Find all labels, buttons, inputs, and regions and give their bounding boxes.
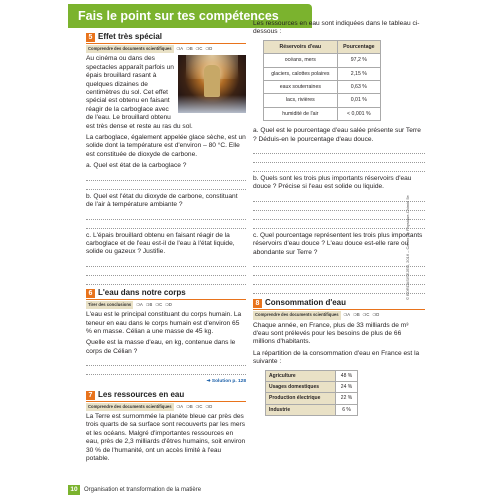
answer-line[interactable] [253, 277, 425, 285]
footer-text: Organisation et transformation de la matière [84, 487, 202, 493]
skill-box-b[interactable]: ❍B [353, 312, 360, 318]
answer-line[interactable] [253, 221, 425, 229]
table-cell: Production électrique [266, 393, 336, 404]
skill-box-d[interactable]: ❍D [205, 403, 213, 409]
table-row [264, 94, 381, 107]
table-cell: Industrie [266, 404, 336, 415]
skill-box-a[interactable]: ❍A [136, 301, 143, 307]
table-row [266, 404, 358, 415]
skill-box-c[interactable]: ❍C [155, 301, 163, 307]
consumption-table [265, 370, 358, 417]
section-title: Consommation d'eau [265, 298, 347, 308]
performer-figure [204, 65, 220, 97]
answer-line[interactable] [86, 173, 246, 181]
table-row [264, 67, 381, 80]
section-5-header [86, 33, 246, 42]
answer-line[interactable] [253, 286, 425, 294]
table-cell: humidité de l'air [264, 107, 338, 120]
table-header: Réservoirs d'eau [264, 40, 338, 53]
skill-box-c[interactable]: ❍C [362, 312, 370, 318]
section-7-header [86, 391, 246, 400]
answer-line[interactable] [253, 146, 425, 154]
table-cell: océans, mers [264, 54, 338, 67]
answer-line[interactable] [86, 259, 246, 267]
table-cell: 0,01 % [337, 94, 380, 107]
table-cell: 0,63 % [337, 81, 380, 94]
skill-row [86, 403, 246, 411]
answer-line[interactable] [86, 221, 246, 229]
table-cell: 2,15 % [337, 67, 380, 80]
answer-line[interactable] [253, 194, 425, 202]
table-cell: 97,2 % [337, 54, 380, 67]
resources-intro: Les ressources en eau sont indiquées dans le tableau ci-dessous : [253, 20, 420, 36]
copyright-credit: © BORDAS/SEJER, 2016 – Cahier de Physique-Chimie 5e [405, 195, 410, 300]
skill-label: Comprendre des documents scientifiques [86, 45, 174, 53]
question-7a: a. Quel est le pourcentage d'eau salée présente sur Terre ? Déduis-en le pourcentage d'eau douce. [253, 127, 421, 143]
section-6-header [86, 289, 246, 298]
left-column [86, 31, 246, 466]
table-row [264, 81, 381, 94]
skill-box-a[interactable]: ❍A [176, 403, 184, 409]
table-row [264, 107, 381, 120]
page-banner: Fais le point sur tes compétences [68, 4, 312, 28]
page-footer [68, 485, 201, 495]
skill-label: Tirer des conclusions [86, 301, 133, 309]
question-5a: a. Quel est état de la carboglace ? [86, 162, 187, 170]
skill-row [253, 311, 425, 319]
table-cell: 22 % [336, 393, 358, 404]
skill-box-d[interactable]: ❍D [165, 301, 172, 307]
section-rule [86, 401, 246, 402]
skill-box-d[interactable]: ❍D [205, 46, 213, 51]
table-row [266, 393, 358, 404]
table-cell: Agriculture [266, 370, 336, 381]
answer-line[interactable] [253, 164, 425, 172]
fog-layer [178, 95, 246, 113]
sec7-text: La Terre est surnommée la planète bleue car près des trois quarts de sa surface sont recouverts par les mers et les océans. Malgré d'importantes ressources en eau, près de 2,3 milliards d'êtres humains, soit environ 30 % de l'humanité, ont un accès limité à l'eau potable. [86, 412, 246, 462]
table-row [266, 381, 358, 392]
table-row [264, 54, 381, 67]
sec8-text2: La répartition de la consommation d'eau en France est la suivante : [253, 349, 420, 366]
answer-line[interactable] [253, 212, 425, 220]
skill-box-b[interactable]: ❍B [186, 403, 193, 409]
skill-box-d[interactable]: ❍D [372, 312, 380, 318]
question-5b: b. Quel est l'état du dioxyde de carbone, constituant de l'air à température ambiante ? [86, 192, 238, 209]
skill-row [86, 45, 246, 53]
skill-box-c[interactable]: ❍C [195, 46, 203, 51]
section-number: 5 [86, 33, 95, 42]
section-number: 6 [86, 289, 95, 298]
section-title: L'eau dans notre corps [98, 288, 186, 298]
sec5-intro: Au cinéma ou dans des spectacles apparaît parfois un épais brouillard rasant à quelques dizaines de centimètres du sol. Cet effet spécial est obtenu en faisant réagir de la carboglace avec de l'eau. Le brouillard obtenu est très dense et reste au ras du sol. [86, 55, 246, 131]
skill-box-b[interactable]: ❍B [145, 301, 153, 307]
section-title: Les ressources en eau [98, 389, 185, 399]
skill-label: Comprendre des documents scientifiques [86, 403, 174, 411]
answer-line[interactable] [253, 155, 425, 163]
answer-line[interactable] [86, 358, 246, 366]
answer-line[interactable] [86, 367, 246, 375]
answer-line[interactable] [253, 259, 425, 267]
sec6-text: L'eau est le principal constituant du corps humain. La teneur en eau dans le corps humain est d'environ 65 % en masse. Célian a une masse de 45 kg. [86, 311, 242, 335]
question-7b: b. Quels sont les trois plus importants réservoirs d'eau douce ? Précise si l'eau est solide ou liquide. [253, 175, 412, 191]
section-rule [86, 43, 246, 44]
page-number: 10 [68, 485, 80, 495]
sec8-text: Chaque année, en France, plus de 33 milliards de m³ d'eau sont prélevés pour les besoins de plus de 66 millions d'habitants. [253, 321, 409, 346]
section-number: 8 [253, 299, 262, 308]
table-cell: eaux souterraines [264, 81, 338, 94]
answer-line[interactable] [86, 182, 246, 190]
answer-line[interactable] [86, 268, 246, 276]
solution-link[interactable]: ➜ Solution p. 128 [206, 379, 246, 385]
skill-row [86, 301, 246, 309]
table-cell: 6 % [336, 404, 358, 415]
section-rule [253, 309, 425, 310]
table-header: Pourcentage [337, 40, 380, 53]
right-column [253, 20, 425, 416]
section-8-header [253, 299, 425, 308]
table-row [266, 370, 358, 381]
answer-line[interactable] [86, 277, 246, 285]
stage-fog-photo [178, 55, 246, 113]
water-reservoirs-table [263, 40, 381, 121]
table-cell: glaciers, calottes polaires [264, 67, 338, 80]
table-cell: < 0,001 % [337, 107, 380, 120]
skill-box-c[interactable]: ❍C [195, 403, 203, 409]
skill-label: Comprendre des documents scientifiques [253, 311, 341, 319]
table-cell: 48 % [336, 370, 358, 381]
skill-box-b[interactable]: ❍B [186, 46, 193, 51]
skill-box-a[interactable]: ❍A [343, 312, 351, 318]
section-rule [86, 299, 246, 300]
skill-box-a[interactable]: ❍A [176, 46, 184, 51]
question-7c: c. Quel pourcentage représentent les trois plus importants réservoirs d'eau douce ? L'eau douce est-elle rare ou abondante sur Terre ? [253, 231, 423, 256]
table-cell: Usages domestiques [266, 381, 336, 392]
section-title: Effet très spécial [98, 32, 163, 42]
answer-line[interactable] [253, 203, 425, 211]
sec5-intro2: La carboglace, également appelée glace sèche, est un solide dont la température est d'environ – 80 °C. Elle est constituée de dioxyde de carbone. [86, 134, 246, 158]
question-5c: c. L'épais brouillard obtenu en faisant réagir de la carboglace et de l'eau est-il de l'eau à l'état liquide, solide ou gazeux ? Justifie. [86, 231, 235, 256]
table-cell: 24 % [336, 381, 358, 392]
question-6: Quelle est la masse d'eau, en kg, contenue dans le corps de Célian ? [86, 339, 236, 355]
section-number: 7 [86, 391, 95, 400]
answer-line[interactable] [86, 212, 246, 220]
answer-line[interactable] [253, 268, 425, 276]
table-cell: lacs, rivières [264, 94, 338, 107]
